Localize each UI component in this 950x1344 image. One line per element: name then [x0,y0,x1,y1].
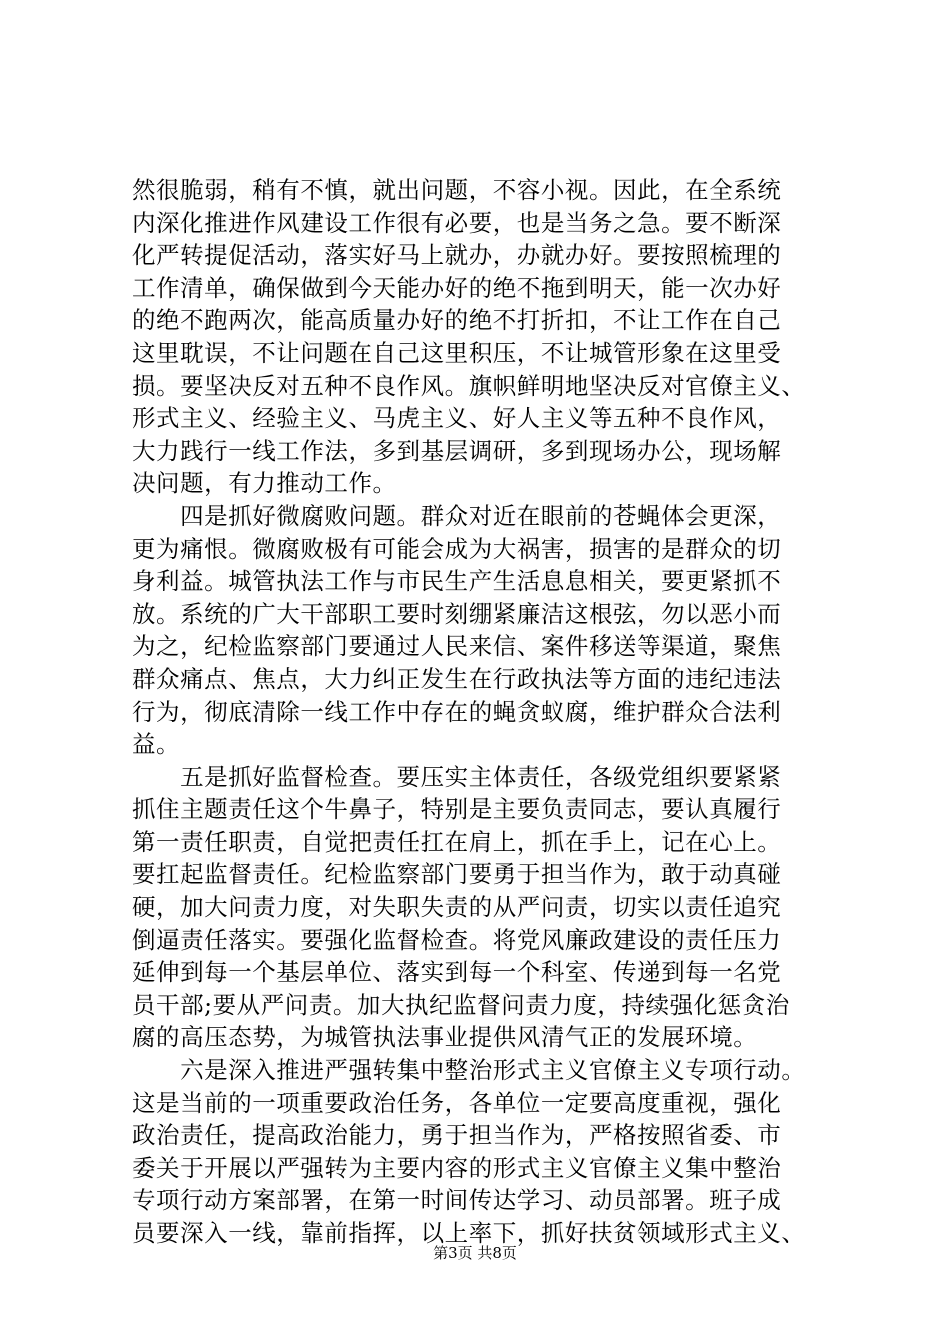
text-line: 为之，纪检监察部门要通过人民来信、案件移送等渠道，聚焦 [132,632,782,661]
text-line: 群众痛点、焦点，大力纠正发生在行政执法等方面的违纪违法 [132,664,782,693]
text-line: 决问题，有力推动工作。 [132,469,397,498]
text-line: 倒逼责任落实。要强化监督检查。将党风廉政建设的责任压力 [132,925,782,954]
text-line: 的绝不跑两次，能高质量办好的绝不打折扣，不让工作在自己 [132,306,782,335]
text-line: 第一责任职责，自觉把责任扛在肩上，抓在手上，记在心上。 [132,827,782,856]
text-line: 政治责任，提高政治能力，勇于担当作为，严格按照省委、市 [132,1121,782,1150]
text-line: 委关于开展以严强转为主要内容的形式主义官僚主义集中整治 [132,1153,782,1182]
text-line: 员干部;要从严问责。加大执纪监督问责力度，持续强化惩贪治 [132,990,790,1019]
page-footer: 第3页 共8页 [433,1244,517,1262]
text-line: 六是深入推进严强转集中整治形式主义官僚主义专项行动。 [132,1056,806,1085]
text-line: 形式主义、经验主义、马虎主义、好人主义等五种不良作风， [132,404,782,433]
text-line: 放。系统的广大干部职工要时刻绷紧廉洁这根弦，勿以恶小而 [132,599,782,628]
text-line: 损。要坚决反对五种不良作风。旗帜鲜明地坚决反对官僚主义、 [132,371,806,400]
text-line: 益。 [132,730,181,759]
text-line: 内深化推进作风建设工作很有必要，也是当务之急。要不断深 [132,208,782,237]
text-line: 更为痛恨。微腐败极有可能会成为大祸害，损害的是群众的切 [132,534,782,563]
text-line: 这是当前的一项重要政治任务，各单位一定要高度重视，强化 [132,1088,782,1117]
body-text [132,174,832,1250]
text-line: 化严转提促活动，落实好马上就办，办就办好。要按照梳理的 [132,241,782,270]
text-line: 延伸到每一个基层单位、落实到每一个科室、传递到每一名党 [132,958,782,987]
text-line: 腐的高压态势，为城管执法事业提供风清气正的发展环境。 [132,1023,758,1052]
text-line: 员要深入一线，靠前指挥，以上率下，抓好扶贫领域形式主义、 [132,1219,806,1247]
text-line: 行为，彻底清除一线工作中存在的蝇贪蚁腐，维护群众合法利 [132,697,782,726]
text-line: 这里耽误，不让问题在自己这里积压，不让城管形象在这里受 [132,338,782,367]
text-line: 抓住主题责任这个牛鼻子，特别是主要负责同志，要认真履行 [132,795,782,824]
text-line: 然很脆弱，稍有不慎，就出问题，不容小视。因此，在全系统 [132,176,782,204]
text-line: 五是抓好监督检查。要压实主体责任，各级党组织要紧紧 [132,762,782,791]
text-line: 硬，加大问责力度，对失职失责的从严问责，切实以责任追究 [132,893,782,922]
text-line: 大力践行一线工作法，多到基层调研，多到现场办公，现场解 [132,436,782,465]
text-line: 工作清单，确保做到今天能办好的绝不拖到明天，能一次办好 [132,273,782,302]
text-line: 专项行动方案部署，在第一时间传达学习、动员部署。班子成 [132,1186,782,1215]
text-line: 身利益。城管执法工作与市民生产生活息息相关，要更紧抓不 [132,567,782,596]
text-line: 要扛起监督责任。纪检监察部门要勇于担当作为，敢于动真碰 [132,860,782,889]
text-line: 四是抓好微腐败问题。群众对近在眼前的苍蝇体会更深， [132,501,782,530]
